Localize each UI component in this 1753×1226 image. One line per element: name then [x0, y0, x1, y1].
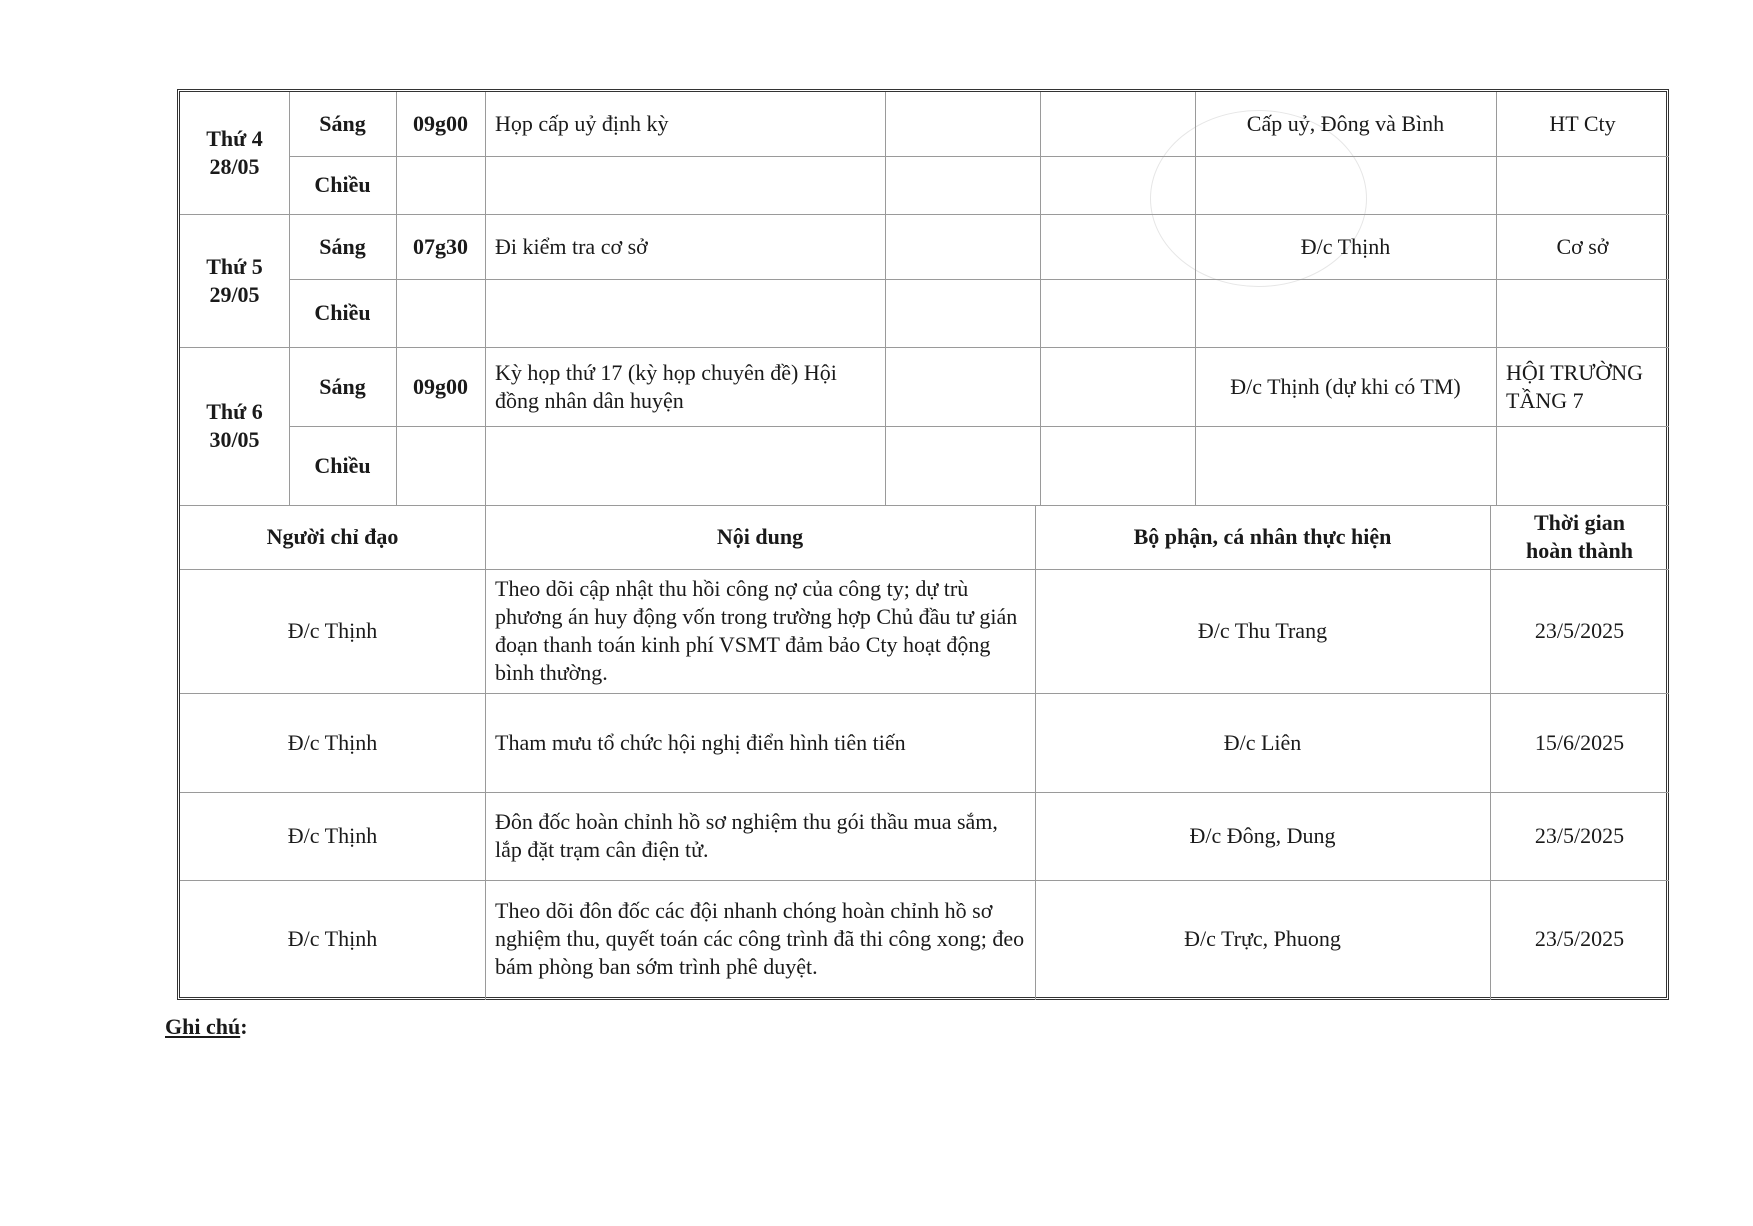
header-content: Nội dung: [716, 524, 804, 549]
task-deadline: 23/5/2025: [1534, 925, 1625, 951]
day-date: 28/05: [209, 154, 260, 179]
note-text: Ghi chú: [165, 1014, 241, 1039]
day-date: 29/05: [209, 281, 260, 307]
task-director: Đ/c Thịnh: [287, 823, 378, 848]
session-morning: Sáng: [319, 373, 366, 399]
session-location: HỘI TRƯỜNG TẦNG 7: [1506, 359, 1644, 413]
task-executor: Đ/c Trực, Phuong: [1184, 925, 1341, 951]
day-cell: [180, 347, 289, 505]
task-executor: Đ/c Thu Trang: [1197, 618, 1328, 643]
session-content: Đi kiểm tra cơ sở: [495, 233, 648, 259]
session-morning: Sáng: [319, 233, 366, 259]
task-director: Đ/c Thịnh: [287, 729, 378, 755]
session-content: Kỳ họp thứ 17 (kỳ họp chuyên đề) Hội đồng nhân dân huyện: [495, 359, 837, 413]
task-director: Đ/c Thịnh: [287, 925, 378, 951]
task-content: Theo dõi cập nhật thu hồi công nợ của công ty; dự trù phương án huy động vốn trong trường hợp Chủ đầu tư gián đoạn thanh toán kinh phí VSMT đảm bảo Cty hoạt động bình thường.: [495, 576, 1018, 685]
session-participants: Đ/c Thịnh: [1300, 233, 1391, 259]
session-afternoon: Chiều: [314, 172, 371, 197]
session-location: HT Cty: [1549, 111, 1616, 136]
day-cell: [180, 92, 289, 214]
day-label: Thứ 6: [206, 399, 263, 424]
header-executor: Bộ phận, cá nhân thực hiện: [1133, 524, 1392, 549]
task-content: Theo dõi đôn đốc các đội nhanh chóng hoàn chỉnh hồ sơ nghiệm thu, quyết toán các công trình đã thi công xong; đeo bám phòng ban sớm trình phê duyệt.: [495, 897, 1025, 979]
task-deadline: 23/5/2025: [1534, 618, 1625, 643]
note-label: [165, 1014, 248, 1040]
task-executor: Đ/c Liên: [1223, 729, 1302, 755]
day-cell: [180, 214, 289, 347]
session-content: Họp cấp uỷ định kỳ: [495, 111, 669, 136]
note-colon: :: [240, 1014, 248, 1039]
session-morning: Sáng: [319, 111, 366, 136]
session-time: 07g30: [413, 233, 468, 259]
session-time: 09g00: [413, 111, 468, 136]
task-content: Đôn đốc hoàn chỉnh hồ sơ nghiệm thu gói thầu mua sắm, lắp đặt trạm cân điện tử.: [495, 809, 998, 862]
session-participants: Cấp uỷ, Đông và Bình: [1246, 111, 1445, 136]
session-afternoon: Chiều: [314, 452, 371, 478]
header-director: Người chỉ đạo: [266, 524, 399, 549]
day-date: 30/05: [209, 427, 260, 452]
schedule-table: [177, 89, 1669, 1000]
task-deadline: 15/6/2025: [1534, 729, 1625, 755]
day-label: Thứ 4: [206, 126, 263, 151]
task-deadline: 23/5/2025: [1534, 823, 1625, 848]
task-director: Đ/c Thịnh: [287, 618, 378, 643]
day-label: Thứ 5: [206, 253, 263, 279]
header-deadline: Thời gian hoàn thành: [1525, 510, 1633, 563]
task-content: Tham mưu tổ chức hội nghị điển hình tiên tiến: [495, 729, 906, 755]
session-participants: Đ/c Thịnh (dự khi có TM): [1230, 373, 1461, 399]
session-time: 09g00: [413, 373, 468, 399]
task-executor: Đ/c Đông, Dung: [1189, 823, 1336, 848]
session-afternoon: Chiều: [314, 300, 371, 325]
session-location: Cơ sở: [1556, 233, 1609, 259]
